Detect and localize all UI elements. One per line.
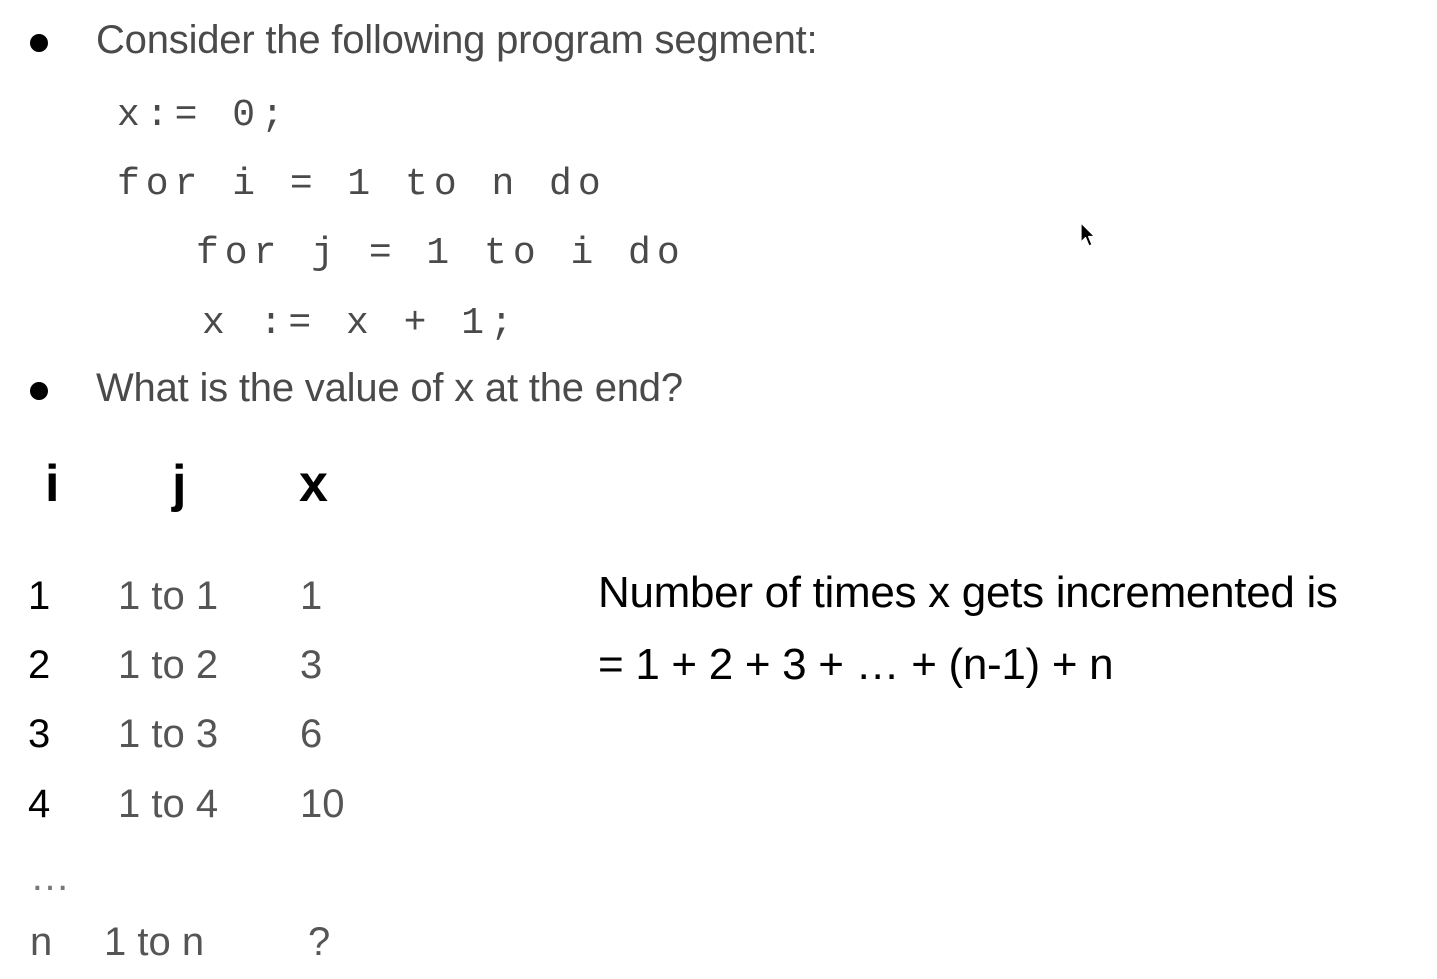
note-line-1: Number of times x gets incremented is: [598, 568, 1338, 617]
table-row-1-j: 1 to 1: [118, 574, 219, 618]
table-row-3-j: 1 to 3: [118, 712, 219, 756]
note-line-2: = 1 + 2 + 3 + … + (n-1) + n: [598, 640, 1114, 689]
bullet-dot-icon: [30, 382, 48, 400]
table-row-3-x: 6: [300, 712, 323, 756]
code-line-init: x:= 0;: [117, 94, 290, 137]
table-ellipsis: …: [30, 855, 70, 899]
table-row-3-i: 3: [28, 712, 51, 756]
table-row-2-x: 3: [300, 643, 323, 687]
table-row-n-i: n: [30, 920, 53, 964]
table-row-1-x: 1: [300, 574, 323, 618]
header-i: i: [45, 455, 60, 513]
table-row-n-j: 1 to n: [104, 920, 205, 964]
mouse-pointer-icon: [1080, 222, 1096, 253]
table-row-2-j: 1 to 2: [118, 643, 219, 687]
code-line-inner-loop: for j = 1 to i do: [196, 232, 686, 275]
table-row-4-j: 1 to 4: [118, 782, 219, 826]
bullet-question-text: What is the value of x at the end?: [96, 366, 683, 410]
table-row-4-x: 10: [300, 782, 345, 826]
header-x: x: [299, 455, 328, 513]
bullet-dot-icon: [30, 34, 48, 52]
code-line-increment: x := x + 1;: [202, 302, 519, 345]
header-j: j: [172, 455, 187, 513]
table-row-2-i: 2: [28, 643, 51, 687]
table-row-4-i: 4: [28, 782, 51, 826]
code-line-outer-loop: for i = 1 to n do: [117, 163, 607, 206]
table-row-n-x: ?: [308, 920, 331, 964]
table-row-1-i: 1: [28, 574, 51, 618]
bullet-consider-text: Consider the following program segment:: [96, 18, 818, 62]
